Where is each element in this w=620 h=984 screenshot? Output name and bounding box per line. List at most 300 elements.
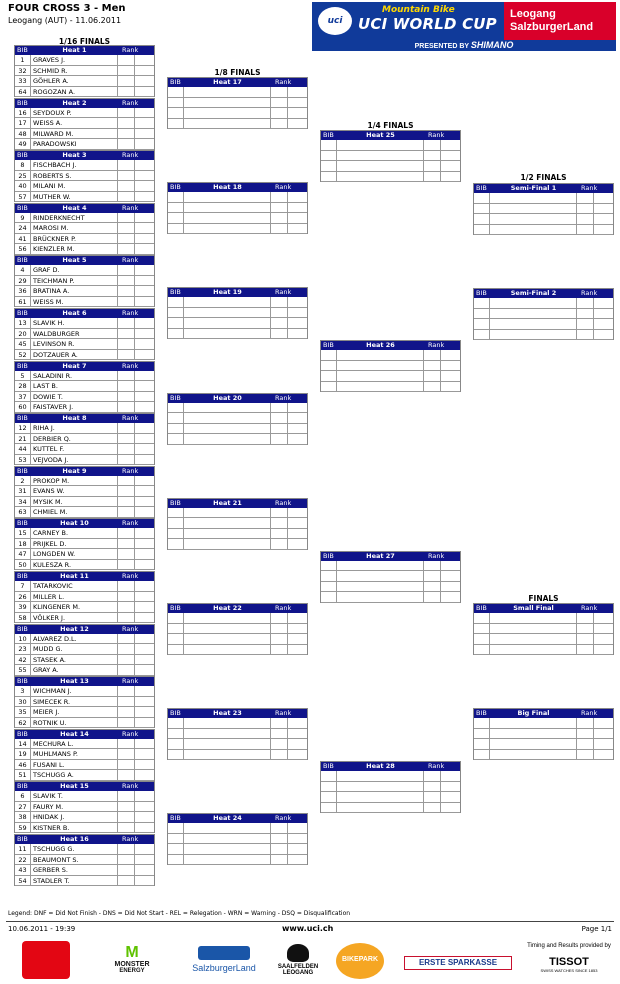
rider-name [337, 140, 424, 150]
rider-row [15, 528, 154, 539]
heat-name: Heat 20 [213, 393, 242, 402]
rider-name: BRÜCKNER P. [31, 234, 118, 244]
rank-cell [118, 665, 135, 675]
bib-column-header: BIB [323, 762, 334, 771]
bib-column-header: BIB [17, 782, 28, 791]
rank-cell [577, 298, 594, 308]
time-cell [441, 161, 460, 171]
heat-header [15, 362, 154, 371]
tissot-sub: SWISS WATCHES SINCE 1853 [540, 968, 598, 973]
rider-row [15, 718, 154, 729]
rider-bib: 59 [15, 823, 31, 833]
rider-bib: 25 [15, 171, 31, 181]
rider-name: BEAUMONT S. [31, 855, 118, 865]
rider-bib: 55 [15, 665, 31, 675]
rider-bib: 60 [15, 402, 31, 412]
rider-bib [168, 108, 184, 118]
rider-name: WEISS M. [31, 297, 118, 307]
rider-row [474, 225, 613, 236]
rank-cell [271, 87, 288, 97]
heat-table [320, 340, 461, 392]
rank-cell [577, 718, 594, 728]
rider-name [490, 204, 577, 214]
time-cell [135, 686, 154, 696]
bib-column-header: BIB [17, 677, 28, 686]
time-cell [135, 108, 154, 118]
rank-cell [577, 309, 594, 319]
rider-name [184, 518, 271, 528]
time-cell [135, 770, 154, 780]
rank-cell [118, 87, 135, 97]
heat-header [15, 151, 154, 160]
rider-name [184, 224, 271, 234]
heat-name: Heat 18 [213, 183, 242, 192]
rank-column-header: Rank [122, 361, 139, 370]
rider-name [184, 192, 271, 202]
rider-row [15, 602, 154, 613]
heat-header [321, 341, 460, 350]
heat-table [14, 150, 155, 202]
rider-row [168, 403, 307, 414]
uci-url[interactable]: www.uci.ch [282, 924, 334, 933]
time-cell [135, 76, 154, 86]
rider-name: MUTHER W. [31, 192, 118, 202]
rider-bib [321, 140, 337, 150]
heat-name: Heat 27 [366, 551, 395, 560]
rank-cell [118, 655, 135, 665]
heat-header [168, 499, 307, 508]
heat-name: Heat 4 [62, 203, 87, 212]
rider-name [337, 371, 424, 381]
rank-column-header: Rank [275, 498, 292, 507]
time-cell [288, 634, 307, 644]
banner-title: UCI WORLD CUP [358, 15, 497, 33]
bib-column-header: BIB [170, 183, 181, 192]
rider-name: MAROSI M. [31, 223, 118, 233]
heat-name: Heat 24 [213, 814, 242, 823]
salzburgerland-word: SalzburgerLand [192, 963, 256, 973]
rider-row [15, 381, 154, 392]
time-cell [288, 834, 307, 844]
rank-cell [118, 108, 135, 118]
rider-row [15, 223, 154, 234]
time-cell [135, 844, 154, 854]
rider-bib: 4 [15, 265, 31, 275]
rank-cell [118, 791, 135, 801]
rider-name [184, 424, 271, 434]
heat-header [168, 604, 307, 613]
time-cell [288, 203, 307, 213]
rider-row [321, 140, 460, 151]
time-cell [594, 193, 613, 203]
rank-cell [577, 330, 594, 340]
rank-cell [118, 865, 135, 875]
heat-header [15, 99, 154, 108]
rider-bib: 34 [15, 497, 31, 507]
rider-bib [474, 330, 490, 340]
rank-cell [424, 792, 441, 802]
rider-row [15, 455, 154, 466]
rider-row [168, 318, 307, 329]
rider-row [15, 276, 154, 287]
time-cell [135, 592, 154, 602]
rank-cell [271, 413, 288, 423]
rank-cell [118, 55, 135, 65]
rank-column-header: Rank [122, 466, 139, 475]
erste-word: ERSTE [418, 958, 446, 967]
heat-table [167, 77, 308, 129]
rider-name [184, 508, 271, 518]
rider-row [15, 76, 154, 87]
time-cell [288, 297, 307, 307]
rank-cell [118, 581, 135, 591]
rider-bib [168, 308, 184, 318]
rider-name [490, 193, 577, 203]
rank-cell [271, 718, 288, 728]
rider-row [474, 729, 613, 740]
rider-row [168, 203, 307, 214]
bib-column-header: BIB [17, 151, 28, 160]
time-cell [288, 213, 307, 223]
time-cell [135, 244, 154, 254]
rider-row [168, 424, 307, 435]
rider-name: MILLER L. [31, 592, 118, 602]
heat-table [14, 624, 155, 676]
rank-cell [118, 455, 135, 465]
rank-cell [271, 203, 288, 213]
rank-cell [271, 739, 288, 749]
event-subtitle: Leogang (AUT) - 11.06.2011 [8, 16, 122, 25]
time-cell [441, 803, 460, 813]
rider-name [490, 750, 577, 760]
rider-bib: 36 [15, 286, 31, 296]
rider-bib [168, 718, 184, 728]
rider-name: ROBERTS S. [31, 171, 118, 181]
time-cell [135, 865, 154, 875]
rider-name: CARNEY B. [31, 528, 118, 538]
rider-name: CHMIEL M. [31, 507, 118, 517]
rider-bib: 63 [15, 507, 31, 517]
rider-row [15, 549, 154, 560]
rank-cell [118, 297, 135, 307]
rider-name: KISTNER B. [31, 823, 118, 833]
rider-row [474, 613, 613, 624]
rank-cell [118, 392, 135, 402]
rider-name [490, 645, 577, 655]
rank-cell [424, 592, 441, 602]
heat-name: Heat 15 [60, 782, 89, 791]
rank-cell [271, 329, 288, 339]
rider-name [337, 792, 424, 802]
rank-cell [118, 318, 135, 328]
rank-cell [271, 508, 288, 518]
rider-bib: 32 [15, 66, 31, 76]
rider-row [15, 634, 154, 645]
heat-header [15, 414, 154, 423]
rank-cell [118, 265, 135, 275]
rider-row [321, 151, 460, 162]
rider-bib [474, 750, 490, 760]
rider-bib: 22 [15, 855, 31, 865]
rider-name [184, 739, 271, 749]
rider-row [15, 644, 154, 655]
rider-row [15, 160, 154, 171]
rider-bib: 49 [15, 139, 31, 149]
rank-cell [118, 476, 135, 486]
bib-column-header: BIB [170, 78, 181, 86]
rider-row [168, 750, 307, 761]
rider-name [184, 844, 271, 854]
rider-bib [474, 309, 490, 319]
rider-row [15, 739, 154, 750]
rank-column-header: Rank [275, 393, 292, 402]
rider-name: DERBIER Q. [31, 434, 118, 444]
rider-row [168, 634, 307, 645]
rider-bib: 45 [15, 339, 31, 349]
tissot-logo: TISSOT [549, 956, 589, 968]
rank-column-header: Rank [275, 288, 292, 297]
rider-row [15, 434, 154, 445]
rider-row [15, 749, 154, 760]
rider-bib: 46 [15, 760, 31, 770]
heat-name: Small Final [513, 604, 554, 612]
heat-table [473, 603, 614, 655]
bib-column-header: BIB [17, 519, 28, 528]
rider-name [337, 803, 424, 813]
banner-location [510, 8, 593, 34]
rank-cell [577, 214, 594, 224]
rider-name: EVANS W. [31, 486, 118, 496]
time-cell [594, 613, 613, 623]
time-cell [135, 455, 154, 465]
rank-cell [424, 561, 441, 571]
rank-column-header: Rank [581, 184, 598, 192]
erste-sparkasse-logo [404, 956, 512, 970]
heat-name: Heat 9 [62, 466, 87, 475]
time-cell [441, 571, 460, 581]
bib-column-header: BIB [323, 551, 334, 560]
rider-name: MEIER J. [31, 707, 118, 717]
rank-cell [118, 802, 135, 812]
rider-bib: 42 [15, 655, 31, 665]
time-cell [135, 171, 154, 181]
rider-bib [321, 571, 337, 581]
round-title-8: 1/8 FINALS [214, 68, 261, 77]
time-cell [135, 718, 154, 728]
rider-row [321, 350, 460, 361]
rank-cell [271, 844, 288, 854]
rider-row [15, 497, 154, 508]
rider-bib: 53 [15, 455, 31, 465]
salzburgerland-logo [188, 946, 260, 978]
rank-column-header: Rank [122, 677, 139, 686]
time-cell [288, 823, 307, 833]
rider-name: SALADINI R. [31, 371, 118, 381]
heat-name: Semi-Final 1 [510, 184, 557, 192]
time-cell [135, 602, 154, 612]
rider-row [321, 561, 460, 572]
heat-table [14, 834, 155, 886]
rider-name [490, 613, 577, 623]
rank-column-header: Rank [581, 709, 598, 717]
rider-name: STADLER T. [31, 876, 118, 886]
rider-row [15, 55, 154, 66]
time-cell [594, 645, 613, 655]
time-cell [135, 644, 154, 654]
heat-name: Heat 22 [213, 604, 242, 612]
time-cell [135, 823, 154, 833]
round-title-2: 1/2 FINALS [520, 173, 567, 182]
rider-name: MUDD G. [31, 644, 118, 654]
rider-bib: 41 [15, 234, 31, 244]
time-cell [594, 330, 613, 340]
rider-bib: 20 [15, 329, 31, 339]
time-cell [594, 319, 613, 329]
bib-column-header: BIB [17, 572, 28, 580]
time-cell [135, 118, 154, 128]
rider-name: VÖLKER J. [31, 613, 118, 623]
rank-cell [271, 645, 288, 655]
heat-table [320, 130, 461, 182]
rider-bib: 54 [15, 876, 31, 886]
rank-cell [118, 634, 135, 644]
saalfelden-leogang-logo [270, 944, 326, 980]
rank-cell [271, 855, 288, 865]
rank-cell [577, 225, 594, 235]
rank-cell [118, 823, 135, 833]
rider-row [168, 413, 307, 424]
bib-column-header: BIB [17, 624, 28, 633]
rider-name: LEVINSON R. [31, 339, 118, 349]
rider-name [184, 624, 271, 634]
rider-row [15, 444, 154, 455]
rider-row [15, 560, 154, 571]
time-cell [441, 782, 460, 792]
rider-bib: 31 [15, 486, 31, 496]
heat-name: Heat 2 [62, 98, 87, 107]
rider-name [184, 834, 271, 844]
heat-name: Heat 11 [60, 572, 89, 580]
rider-row [15, 844, 154, 855]
time-cell [441, 592, 460, 602]
rank-cell [118, 160, 135, 170]
heat-header [168, 78, 307, 87]
rider-row [168, 434, 307, 445]
rider-bib [474, 204, 490, 214]
heat-table [473, 183, 614, 235]
rider-bib: 44 [15, 444, 31, 454]
rank-cell [271, 823, 288, 833]
rider-bib: 11 [15, 844, 31, 854]
rank-cell [424, 361, 441, 371]
rank-cell [424, 140, 441, 150]
rank-column-header: Rank [122, 414, 139, 423]
rider-bib: 26 [15, 592, 31, 602]
heat-name: Heat 10 [60, 519, 89, 528]
time-cell [135, 160, 154, 170]
rider-row [15, 802, 154, 813]
time-cell [135, 434, 154, 444]
time-cell [594, 739, 613, 749]
heat-header [168, 394, 307, 403]
rider-row [15, 108, 154, 119]
rider-bib [168, 844, 184, 854]
heat-header [168, 709, 307, 718]
heat-name: Heat 23 [213, 709, 242, 718]
rider-bib: 30 [15, 697, 31, 707]
rank-cell [118, 855, 135, 865]
rider-bib [168, 518, 184, 528]
rank-column-header: Rank [275, 78, 292, 86]
rank-cell [424, 371, 441, 381]
rider-bib: 40 [15, 181, 31, 191]
rank-cell [118, 718, 135, 728]
rider-row [15, 507, 154, 518]
rank-cell [424, 571, 441, 581]
bib-column-header: BIB [323, 341, 334, 350]
rank-cell [271, 119, 288, 129]
heat-header [15, 467, 154, 476]
rider-name: HNIDAK J. [31, 812, 118, 822]
rank-cell [118, 402, 135, 412]
rank-cell [271, 518, 288, 528]
rider-row [474, 309, 613, 320]
rider-bib [168, 529, 184, 539]
rider-name: SLAVIK T. [31, 791, 118, 801]
rider-name [337, 161, 424, 171]
time-cell [135, 812, 154, 822]
rider-name: GRAY A. [31, 665, 118, 675]
rider-bib [474, 718, 490, 728]
time-cell [135, 486, 154, 496]
print-datetime: 10.06.2011 - 19:39 [8, 925, 76, 933]
round-title-finals: FINALS [528, 594, 559, 603]
rank-cell [118, 350, 135, 360]
time-cell [441, 350, 460, 360]
rider-row [15, 876, 154, 887]
heat-name: Heat 28 [366, 762, 395, 771]
rider-name [184, 645, 271, 655]
rider-row [15, 234, 154, 245]
rider-bib: 5 [15, 371, 31, 381]
time-cell [135, 181, 154, 191]
rider-bib [321, 361, 337, 371]
time-cell [594, 750, 613, 760]
rank-column-header: Rank [122, 46, 139, 54]
bib-column-header: BIB [170, 498, 181, 507]
rider-name [490, 225, 577, 235]
rider-name [337, 771, 424, 781]
time-cell [288, 855, 307, 865]
rider-bib [168, 224, 184, 234]
rider-name [184, 318, 271, 328]
rider-bib [168, 834, 184, 844]
rider-bib [168, 87, 184, 97]
rider-row [321, 792, 460, 803]
rider-row [15, 707, 154, 718]
time-cell [594, 718, 613, 728]
round-title-4: 1/4 FINALS [367, 121, 414, 130]
heat-name: Heat 7 [62, 361, 87, 370]
rider-bib [321, 792, 337, 802]
rank-cell [271, 297, 288, 307]
rider-name: SEYDOUX P. [31, 108, 118, 118]
rider-row [474, 319, 613, 330]
rider-row [15, 686, 154, 697]
rider-row [168, 87, 307, 98]
time-cell [135, 223, 154, 233]
time-cell [135, 507, 154, 517]
